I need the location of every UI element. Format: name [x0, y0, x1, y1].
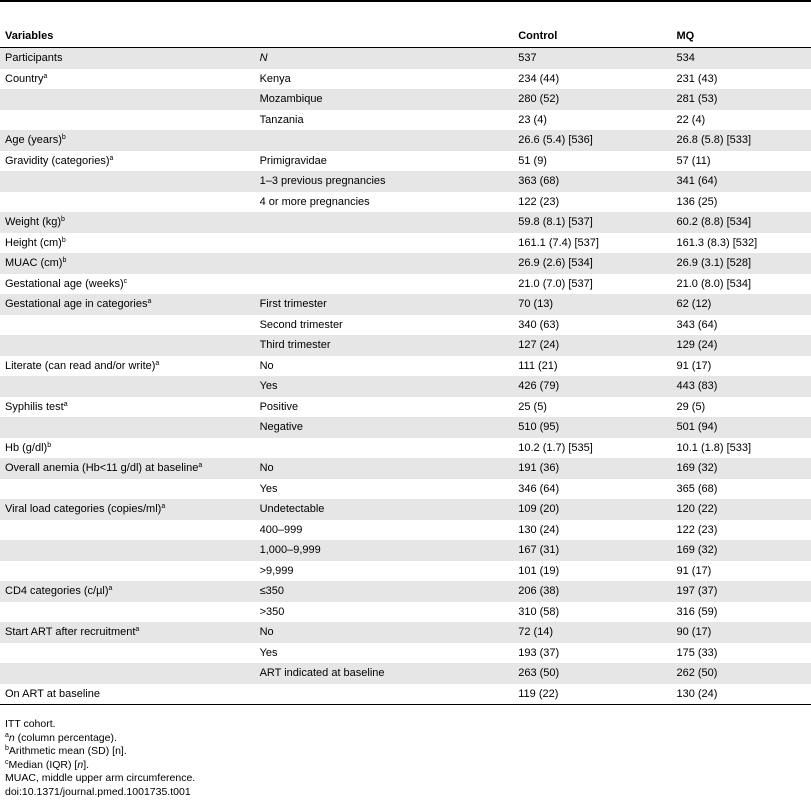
- variable-cell: [0, 171, 255, 192]
- mq-cell: [671, 89, 811, 110]
- category-cell-text: 400–999: [259, 523, 303, 536]
- control-cell-text: 363 (68): [518, 175, 560, 188]
- variable-cell: [0, 663, 255, 684]
- control-cell-text: 346 (64): [518, 482, 560, 495]
- control-cell-text: 26.9 (2.6) [534]: [518, 257, 593, 270]
- control-cell-text: 280 (52): [518, 93, 560, 106]
- top-rule: [0, 0, 811, 2]
- control-cell-text: 25 (5): [518, 400, 547, 413]
- table-row: [0, 622, 811, 643]
- footnote-doi: doi:10.1371/journal.pmed.1001735.t001: [5, 785, 191, 798]
- category-cell-text: N: [259, 52, 268, 65]
- control-cell: [513, 69, 671, 90]
- variable-cell: [0, 253, 255, 274]
- category-cell-text: Undetectable: [259, 503, 325, 516]
- control-cell-text: 310 (58): [518, 605, 560, 618]
- table-row: [0, 397, 811, 418]
- category-cell-text: 4 or more pregnancies: [259, 195, 370, 208]
- mq-cell: [671, 356, 811, 377]
- control-cell: [513, 376, 671, 397]
- table-row: [0, 233, 811, 254]
- footnote-a: $^a$n (column percentage).: [5, 731, 117, 744]
- category-cell: [255, 581, 514, 602]
- variable-cell: [0, 335, 255, 356]
- category-cell: [255, 602, 514, 623]
- control-cell: [513, 48, 671, 69]
- variable-cell: [0, 356, 255, 377]
- table-row: [0, 294, 811, 315]
- variable-cell-text: Start ART after recruitment: [5, 626, 136, 639]
- mq-cell: [671, 48, 811, 69]
- mq-cell: [671, 212, 811, 233]
- mq-cell-text: 91 (17): [676, 564, 712, 577]
- variable-cell: [0, 684, 255, 705]
- variable-cell-text: MUAC (cm): [5, 257, 63, 270]
- control-cell-text: 119 (22): [518, 687, 559, 700]
- mq-cell: [671, 643, 811, 664]
- category-cell: [255, 458, 514, 479]
- control-cell-text: 127 (24): [518, 339, 560, 352]
- category-cell: [255, 69, 514, 90]
- footnote-marker: b: [62, 257, 67, 265]
- baseline-characteristics-table: [0, 25, 811, 705]
- control-cell-text: 21.0 (7.0) [537]: [518, 277, 593, 290]
- table-row: [0, 356, 811, 377]
- footnote-b: $^b$Arithmetic mean (SD) [n].: [5, 745, 127, 758]
- header-category: [255, 25, 514, 48]
- table-row: [0, 48, 811, 69]
- category-cell: [255, 356, 514, 377]
- control-cell: [513, 192, 671, 213]
- control-cell-text: 263 (50): [518, 667, 560, 680]
- control-cell-text: 59.8 (8.1) [537]: [518, 216, 593, 229]
- category-cell: [255, 540, 514, 561]
- control-cell: [513, 458, 671, 479]
- mq-cell-text: 26.9 (3.1) [528]: [676, 257, 752, 270]
- variable-cell-text: Age (years): [5, 134, 62, 147]
- category-cell: [255, 622, 514, 643]
- mq-cell: [671, 171, 811, 192]
- variable-cell: [0, 520, 255, 541]
- footnote-marker: a: [63, 400, 68, 408]
- variable-cell-text: Gravidity (categories): [5, 154, 110, 167]
- table-row: [0, 479, 811, 500]
- category-cell: [255, 376, 514, 397]
- mq-cell-text: 130 (24): [676, 687, 718, 700]
- control-cell: [513, 684, 671, 705]
- category-cell: [255, 274, 514, 295]
- mq-cell: [671, 622, 811, 643]
- control-cell: [513, 315, 671, 336]
- table-row: [0, 643, 811, 664]
- header-variables: Variables: [0, 25, 255, 48]
- variable-cell: [0, 622, 255, 643]
- table-row: [0, 684, 811, 705]
- category-cell: [255, 130, 514, 151]
- table-row: [0, 335, 811, 356]
- variable-cell-text: Height (cm): [5, 236, 62, 249]
- category-cell: [255, 520, 514, 541]
- footnote-marker: a: [108, 585, 113, 593]
- control-cell-text: 109 (20): [518, 503, 560, 516]
- mq-cell-text: 365 (68): [676, 482, 718, 495]
- table-row: [0, 212, 811, 233]
- mq-cell: [671, 417, 811, 438]
- mq-cell: [671, 110, 811, 131]
- control-cell-text: 426 (79): [518, 380, 560, 393]
- header-row: [0, 25, 811, 48]
- table-row: [0, 89, 811, 110]
- mq-cell-text: 161.3 (8.3) [532]: [676, 236, 758, 249]
- category-cell-text: First trimester: [259, 298, 327, 311]
- mq-cell: [671, 315, 811, 336]
- variable-cell: [0, 233, 255, 254]
- category-cell: [255, 335, 514, 356]
- control-cell: [513, 294, 671, 315]
- variable-cell: [0, 438, 255, 459]
- category-cell: [255, 397, 514, 418]
- category-cell: [255, 479, 514, 500]
- table-row: [0, 520, 811, 541]
- category-cell-text: Second trimester: [259, 318, 343, 331]
- control-cell: [513, 643, 671, 664]
- category-cell-text: No: [259, 626, 274, 639]
- mq-cell: [671, 253, 811, 274]
- footnote-marker: b: [61, 134, 66, 142]
- table-row: [0, 602, 811, 623]
- mq-cell-text: 60.2 (8.8) [534]: [676, 216, 752, 229]
- mq-cell-text: 91 (17): [676, 359, 712, 372]
- control-cell-text: 23 (4): [518, 113, 547, 126]
- category-cell-text: Negative: [259, 421, 303, 434]
- control-cell: [513, 335, 671, 356]
- mq-cell-text: 343 (64): [676, 318, 718, 331]
- category-cell: [255, 663, 514, 684]
- footnote-cohort: ITT cohort.: [5, 718, 56, 730]
- variable-cell: [0, 212, 255, 233]
- category-cell: [255, 253, 514, 274]
- control-cell-text: 206 (38): [518, 585, 560, 598]
- variable-cell: [0, 192, 255, 213]
- control-cell: [513, 274, 671, 295]
- category-cell-text: Yes: [259, 482, 278, 495]
- category-cell-text: Yes: [259, 646, 278, 659]
- category-cell: [255, 212, 514, 233]
- mq-cell: [671, 663, 811, 684]
- footnotes: [5, 718, 195, 800]
- control-cell: [513, 622, 671, 643]
- control-cell: [513, 171, 671, 192]
- table-row: [0, 663, 811, 684]
- mq-cell-text: 316 (59): [676, 605, 718, 618]
- variable-cell: [0, 294, 255, 315]
- variable-cell-text: Gestational age (weeks): [5, 277, 124, 290]
- category-cell-text: Third trimester: [259, 339, 331, 352]
- control-cell-text: 130 (24): [518, 523, 560, 536]
- control-cell: [513, 520, 671, 541]
- category-cell: [255, 233, 514, 254]
- mq-cell-text: 62 (12): [676, 298, 712, 311]
- mq-cell: [671, 540, 811, 561]
- mq-cell: [671, 684, 811, 705]
- mq-cell: [671, 438, 811, 459]
- category-cell: [255, 89, 514, 110]
- variable-cell: [0, 581, 255, 602]
- control-cell-text: 111 (21): [518, 359, 558, 372]
- mq-cell: [671, 581, 811, 602]
- mq-cell-text: 29 (5): [676, 400, 706, 413]
- variable-cell-text: Gestational age in categories: [5, 298, 148, 311]
- category-cell: [255, 417, 514, 438]
- control-cell-text: 193 (37): [518, 646, 560, 659]
- footnote-marker: b: [47, 441, 52, 449]
- control-cell-text: 161.1 (7.4) [537]: [518, 236, 599, 249]
- control-cell-text: 10.2 (1.7) [535]: [518, 441, 593, 454]
- table-row: [0, 274, 811, 295]
- footnote-marker: a: [198, 462, 203, 470]
- control-cell: [513, 438, 671, 459]
- table-row: [0, 69, 811, 90]
- mq-cell-text: 169 (32): [676, 462, 718, 475]
- category-cell-text: Mozambique: [259, 93, 323, 106]
- variable-cell: [0, 315, 255, 336]
- variable-cell-text: Syphilis test: [5, 400, 64, 413]
- category-cell-text: ART indicated at baseline: [259, 667, 385, 680]
- variable-cell: [0, 151, 255, 172]
- footnote-marker: a: [161, 503, 166, 511]
- mq-cell: [671, 274, 811, 295]
- control-cell-text: 510 (95): [518, 421, 560, 434]
- footnote-marker: c: [123, 277, 128, 285]
- control-cell-text: 167 (31): [518, 544, 560, 557]
- table-row: [0, 171, 811, 192]
- table-row: [0, 315, 811, 336]
- mq-cell-text: 197 (37): [676, 585, 718, 598]
- variable-cell: [0, 48, 255, 69]
- variable-cell: [0, 130, 255, 151]
- variable-cell: [0, 274, 255, 295]
- category-cell-text: ≤350: [259, 585, 284, 598]
- mq-cell-text: 10.1 (1.8) [533]: [676, 441, 752, 454]
- mq-cell-text: 501 (94): [676, 421, 718, 434]
- category-cell: [255, 294, 514, 315]
- category-cell: [255, 48, 514, 69]
- variable-cell: [0, 69, 255, 90]
- variable-cell: [0, 540, 255, 561]
- header-control: Control: [513, 25, 671, 48]
- footnote-marker: a: [135, 626, 140, 634]
- control-cell: [513, 561, 671, 582]
- control-cell-text: 537: [518, 52, 537, 65]
- mq-cell: [671, 602, 811, 623]
- control-cell-text: 191 (36): [518, 462, 560, 475]
- variable-cell: [0, 458, 255, 479]
- mq-cell-text: 122 (23): [676, 523, 718, 536]
- footnote-marker: b: [61, 236, 66, 244]
- control-cell-text: 340 (63): [518, 318, 560, 331]
- mq-cell: [671, 69, 811, 90]
- category-cell-text: >350: [259, 605, 285, 618]
- variable-cell: [0, 417, 255, 438]
- table-row: [0, 540, 811, 561]
- footnote-marker: a: [147, 298, 152, 306]
- table-row: [0, 438, 811, 459]
- mq-cell-text: 534: [676, 52, 695, 65]
- control-cell-text: 70 (13): [518, 298, 554, 311]
- table-row: [0, 561, 811, 582]
- table-row: [0, 499, 811, 520]
- control-cell: [513, 253, 671, 274]
- category-cell: [255, 315, 514, 336]
- category-cell-text: 1,000–9,999: [259, 544, 321, 557]
- category-cell-text: Yes: [259, 380, 278, 393]
- mq-cell-text: 90 (17): [676, 626, 712, 639]
- footnote-marker: a: [155, 359, 160, 367]
- category-cell: [255, 499, 514, 520]
- variable-cell-text: Literate (can read and/or write): [5, 359, 156, 372]
- mq-cell: [671, 520, 811, 541]
- control-cell: [513, 356, 671, 377]
- variable-cell-text: Participants: [5, 52, 63, 65]
- category-cell: [255, 561, 514, 582]
- control-cell: [513, 89, 671, 110]
- control-cell: [513, 233, 671, 254]
- mq-cell-text: 21.0 (8.0) [534]: [676, 277, 752, 290]
- variable-cell: [0, 479, 255, 500]
- footnote-marker: b: [61, 216, 65, 224]
- control-cell-text: 122 (23): [518, 195, 560, 208]
- mq-cell-text: 231 (43): [676, 72, 718, 85]
- category-cell-text: Tanzania: [259, 113, 304, 126]
- control-cell-text: 72 (14): [518, 626, 554, 639]
- category-cell: [255, 438, 514, 459]
- category-cell: [255, 684, 514, 705]
- footnote-muac: MUAC, middle upper arm circumference.: [5, 772, 196, 785]
- mq-cell: [671, 458, 811, 479]
- control-cell: [513, 602, 671, 623]
- variable-cell-text: On ART at baseline: [5, 687, 100, 700]
- mq-cell: [671, 233, 811, 254]
- table-row: [0, 192, 811, 213]
- variable-cell-text: Weight (kg): [5, 216, 62, 229]
- category-cell-text: 1–3 previous pregnancies: [259, 175, 386, 188]
- category-cell-text: Kenya: [259, 72, 291, 85]
- category-cell-text: Positive: [259, 400, 299, 413]
- mq-cell-text: 281 (53): [676, 93, 718, 106]
- control-cell: [513, 499, 671, 520]
- mq-cell-text: 169 (32): [676, 544, 718, 557]
- table-row: [0, 151, 811, 172]
- control-cell: [513, 581, 671, 602]
- variable-cell-text: Overall anemia (Hb<11 g/dl) at baseline: [5, 462, 199, 475]
- control-cell: [513, 540, 671, 561]
- table-row: [0, 376, 811, 397]
- category-cell: [255, 151, 514, 172]
- table-row: [0, 581, 811, 602]
- control-cell-text: 51 (9): [518, 154, 547, 167]
- mq-cell: [671, 192, 811, 213]
- mq-cell-text: 22 (4): [676, 113, 706, 126]
- category-cell-text: Primigravidae: [259, 154, 327, 167]
- variable-cell: [0, 89, 255, 110]
- mq-cell-text: 341 (64): [676, 175, 718, 188]
- variable-cell: [0, 643, 255, 664]
- header-mq: MQ: [671, 25, 811, 48]
- control-cell-text: 234 (44): [518, 72, 560, 85]
- mq-cell: [671, 130, 811, 151]
- footnote-marker: a: [109, 154, 114, 162]
- category-cell-text: No: [259, 462, 274, 475]
- category-cell: [255, 110, 514, 131]
- mq-cell: [671, 335, 811, 356]
- control-cell: [513, 397, 671, 418]
- table-body: [0, 48, 811, 705]
- table-row: [0, 417, 811, 438]
- mq-cell-text: 136 (25): [676, 195, 718, 208]
- variable-cell-text: CD4 categories (c/µl): [5, 585, 109, 598]
- table-row: [0, 458, 811, 479]
- control-cell-text: 26.6 (5.4) [536]: [518, 134, 593, 147]
- variable-cell: [0, 602, 255, 623]
- variable-cell-text: Hb (g/dl): [5, 441, 48, 454]
- control-cell: [513, 212, 671, 233]
- control-cell: [513, 663, 671, 684]
- footnote-marker: a: [43, 72, 48, 80]
- mq-cell: [671, 294, 811, 315]
- mq-cell-text: 57 (11): [676, 154, 711, 167]
- variable-cell: [0, 110, 255, 131]
- mq-cell: [671, 397, 811, 418]
- mq-cell-text: 262 (50): [676, 667, 718, 680]
- variable-cell: [0, 376, 255, 397]
- mq-cell-text: 26.8 (5.8) [533]: [676, 134, 752, 147]
- mq-cell: [671, 479, 811, 500]
- mq-cell-text: 129 (24): [676, 339, 718, 352]
- footnote-c: $^c$Median (IQR) [n].: [5, 758, 90, 771]
- control-cell-text: 101 (19): [518, 564, 560, 577]
- control-cell: [513, 417, 671, 438]
- mq-cell: [671, 376, 811, 397]
- mq-cell: [671, 499, 811, 520]
- variable-cell: [0, 499, 255, 520]
- table-row: [0, 253, 811, 274]
- mq-cell-text: 175 (33): [676, 646, 718, 659]
- control-cell: [513, 479, 671, 500]
- category-cell-text: No: [259, 359, 274, 372]
- category-cell-text: >9,999: [259, 564, 294, 577]
- category-cell: [255, 643, 514, 664]
- category-cell: [255, 192, 514, 213]
- table-row: [0, 110, 811, 131]
- variable-cell-text: Country: [5, 72, 44, 85]
- control-cell: [513, 130, 671, 151]
- mq-cell: [671, 561, 811, 582]
- mq-cell: [671, 151, 811, 172]
- mq-cell-text: 443 (83): [676, 380, 718, 393]
- variable-cell-text: Viral load categories (copies/ml): [5, 503, 162, 516]
- variable-cell: [0, 397, 255, 418]
- control-cell: [513, 110, 671, 131]
- table-row: [0, 130, 811, 151]
- mq-cell-text: 120 (22): [676, 503, 718, 516]
- category-cell: [255, 171, 514, 192]
- control-cell: [513, 151, 671, 172]
- variable-cell: [0, 561, 255, 582]
